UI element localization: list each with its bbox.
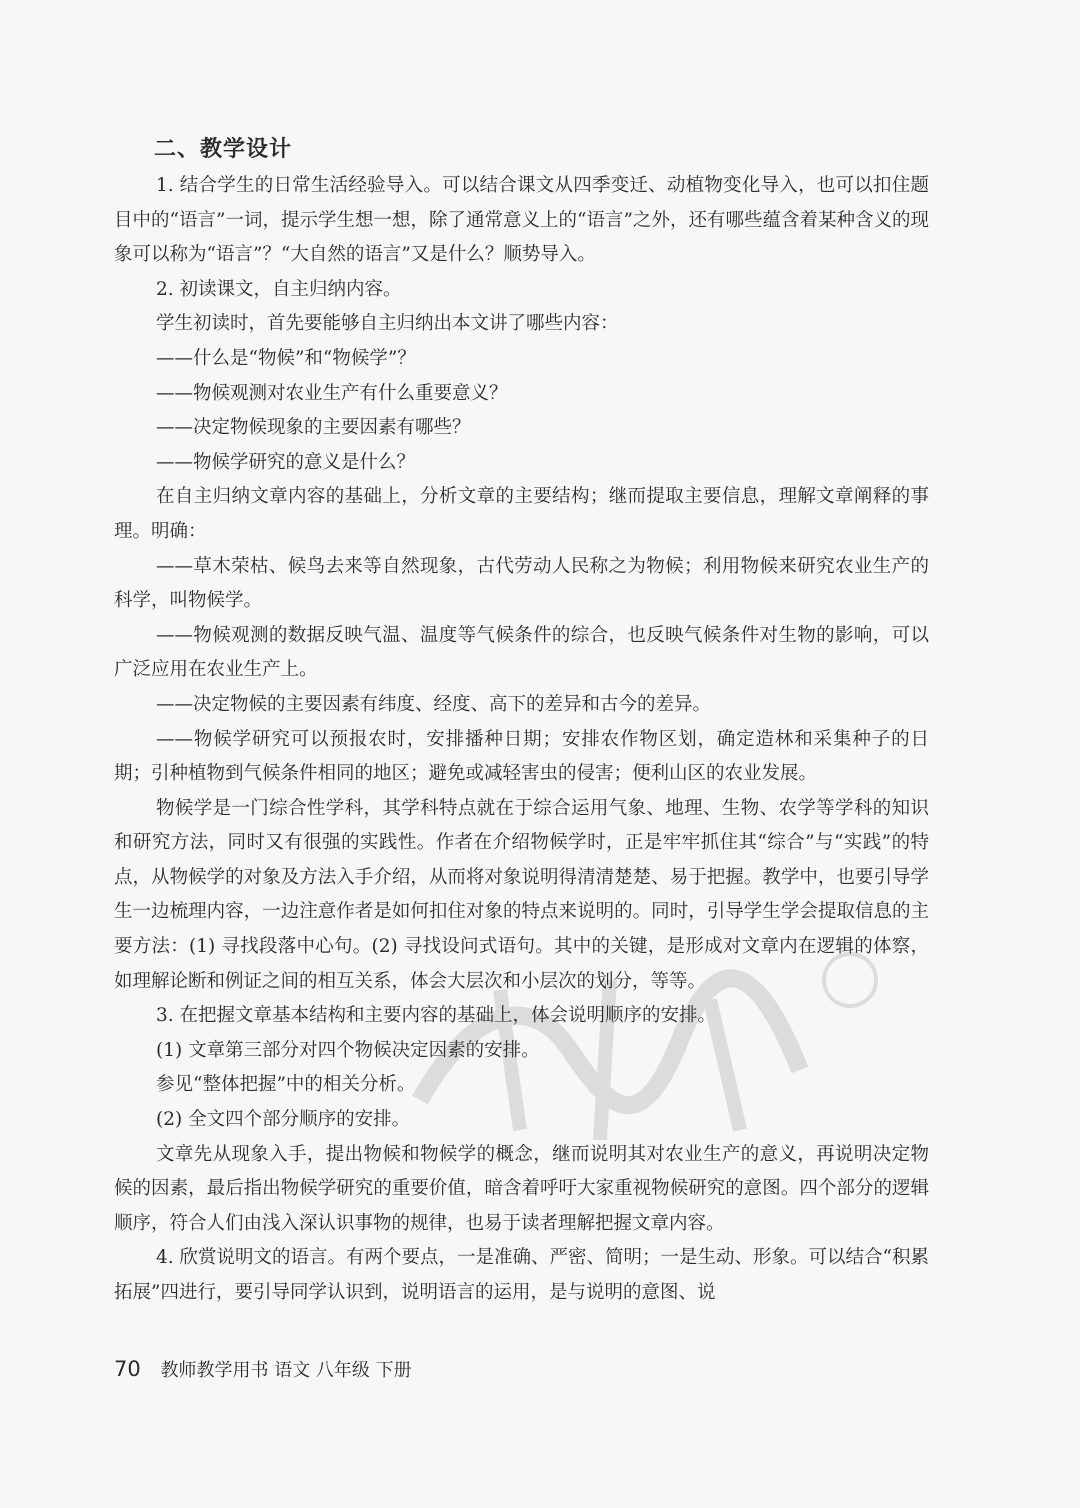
question-4: ——物候学研究的意义是什么？ (156, 451, 416, 473)
paragraph-analysis: 在自主归纳文章内容的基础上，分析文章的主要结构；继而提取主要信息，理解文章阐释的事理。明确： (114, 486, 929, 542)
paragraph-3-1: (1) 文章第三部分对四个物候决定因素的安排。 (156, 1039, 540, 1061)
page-number: 70 (114, 1357, 141, 1381)
section-title: 二、教学设计 (154, 137, 293, 162)
paragraph-order: 文章先从现象入手，提出物候和物候学的概念，继而说明其对农业生产的意义，再说明决定物候的因素，最后指出物候学研究的重要价值，暗含着呼吁大家重视物候研究的意图。四个部分的逻辑顺序，符合人们由浅入深认识事物的规律，也易于读者理解把握文章内容。 (114, 1143, 929, 1234)
paragraph-reference: 参见“整体把握”中的相关分析。 (156, 1074, 416, 1096)
answer-2: ——物候观测的数据反映气温、温度等气候条件的综合，也反映气候条件对生物的影响，可以广泛应用在农业生产上。 (114, 624, 929, 681)
paragraph-step-3: 3. 在把握文章基本结构和主要内容的基础上，体会说明顺序的安排。 (156, 1005, 717, 1027)
main-content (114, 133, 929, 1311)
answer-4: ——物候学研究可以预报农时，安排播种日期；安排农作物区划，确定造林和采集种子的日期；引种植物到气候条件相同的地区；避免或减轻害虫的侵害；便利山区的农业发展。 (114, 728, 929, 785)
paragraph-1: 1. 结合学生的日常生活经验导入。可以结合课文从四季变迁、动植物变化导入，也可以扣住题目中的“语言”一词，提示学生想一想，除了通常意义上的“语言”之外，还有哪些蕴含着某种含义的现象可以称为“语言”？“大自然的语言”又是什么？顺势导入。 (114, 175, 929, 266)
question-1: ——什么是“物候”和“物候学”？ (156, 347, 416, 369)
book-title: 教师教学用书 语文 八年级 下册 (160, 1360, 412, 1381)
answer-1: ——草木荣枯、候鸟去来等自然现象，古代劳动人民称之为物候；利用物候来研究农业生产的科学，叫物候学。 (114, 555, 929, 612)
page-footer (114, 1355, 412, 1385)
paragraph-3: 学生初读时，首先要能够自主归纳出本文讲了哪些内容： (156, 313, 619, 335)
question-3: ——决定物候现象的主要因素有哪些？ (156, 417, 471, 439)
paragraph-3-2: (2) 全文四个部分顺序的安排。 (156, 1109, 411, 1131)
paragraph-discipline: 物候学是一门综合性学科，其学科特点就在于综合运用气象、地理、生物、农学等学科的知识和研究方法，同时又有很强的实践性。作者在介绍物候学时，正是牢牢抓住其“综合”与“实践”的特点，从物候学的对象及方法入手介绍，从而将对象说明得清清楚楚、易于把握。教学中，也要引导学生一边梳理内容，一边注意作者是如何扣住对象的特点来说明的。同时，引导学生学会提取信息的主要方法：(1) 寻找段落中心句。(2) 寻找设问式语句。其中的关键，是形成对文章内在逻辑的体察，如理解论断和例证之间的相互关系，体会大层次和小层次的划分，等等。 (114, 797, 929, 992)
answer-3: ——决定物候的主要因素有纬度、经度、高下的差异和古今的差异。 (156, 693, 712, 715)
question-2: ——物候观测对农业生产有什么重要意义？ (156, 382, 508, 404)
paragraph-2: 2. 初读课文，自主归纳内容。 (156, 278, 402, 300)
paragraph-step-4: 4. 欣赏说明文的语言。有两个要点，一是准确、严密、简明；一是生动、形象。可以结合“积累拓展”四进行，要引导同学认识到，说明语言的运用，是与说明的意图、说 (114, 1247, 929, 1303)
